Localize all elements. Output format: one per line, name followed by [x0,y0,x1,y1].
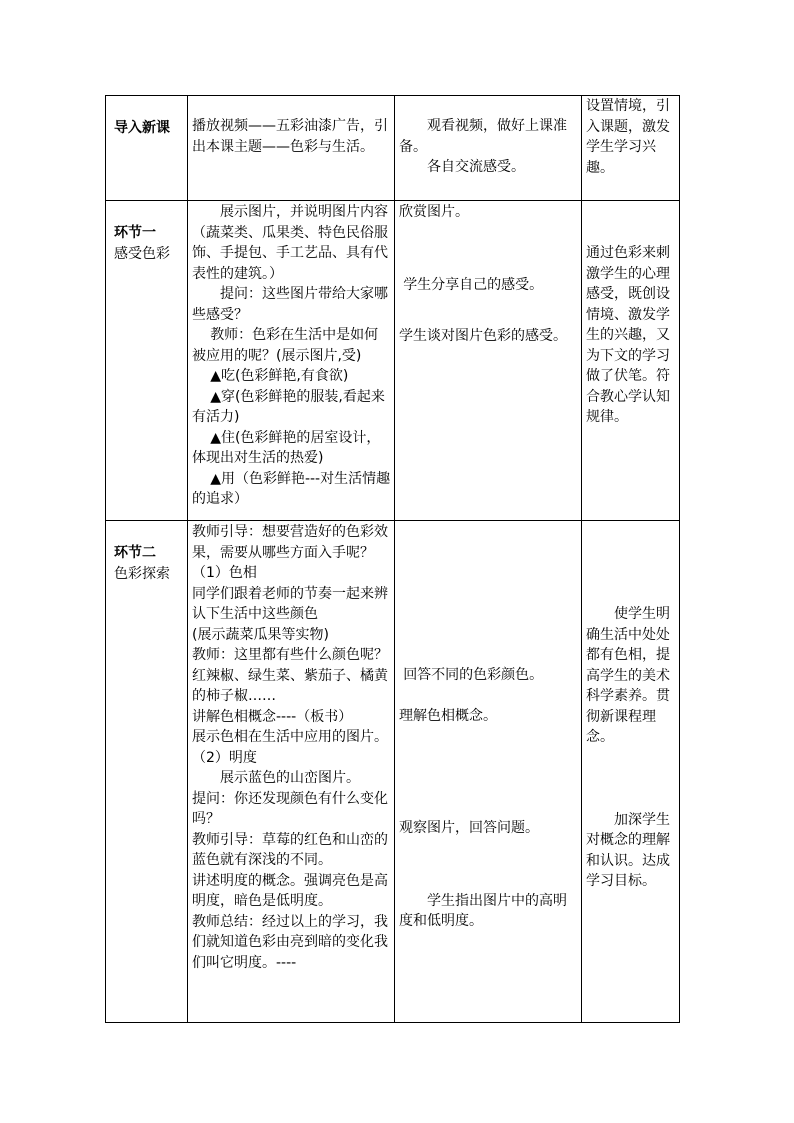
teacher-text: 播放视频——五彩油漆广告，引出本课主题——色彩与生活。 [192,118,388,155]
student-text: 观看视频，做好上课准备。 [399,118,567,155]
intent-text: 使学生明确生活中处处都有色相，提高学生的美术科学素养。贯彻新课程理念。 [586,606,670,745]
lesson-plan-table [105,95,680,1023]
intent-text: 加深学生对概念的理解和认识。达成学习目标。 [586,811,670,889]
stage-title: 环节二 [114,545,156,561]
stage-title: 导入新课 [114,120,170,136]
teacher-text: 讲述明度的概念。强调亮色是高明度，暗色是低明度。 [192,872,388,909]
student-text: 学生谈对图片色彩的感受。 [399,328,567,344]
teacher-text: ▲用（色彩鲜艳---对生活情趣的追求） [192,470,391,507]
table-row [106,96,680,201]
teacher-text: ▲吃(色彩鲜艳,有食欲) [210,368,349,384]
student-text: 回答不同的色彩颜色。 [403,667,544,683]
teacher-text: ▲住(色彩鲜艳的居室设计，体现出对生活的热爱) [192,429,381,466]
teacher-text: 讲解色相概念----（板书） [192,708,353,725]
stage-subtitle: 感受色彩 [114,245,170,262]
teacher-text: 教师总结：经过以上的学习，我们就知道色彩由亮到暗的变化我们叫它明度。---- [192,913,388,971]
student-activity-cell [395,521,582,1023]
teacher-text: 展示图片，并说明图片内容（蔬菜类、瓜果类、特色民俗服饰、手提包、手工艺品、具有代表性的建筑。） [192,204,388,282]
teacher-text: 展示蓝色的山峦图片。 [220,770,360,786]
teacher-activity-cell [188,201,395,521]
student-activity-cell [395,96,582,201]
intent-text: 通过色彩来刺激学生的心理感受，既创设情境、激发学生的兴趣，又为下文的学习做了伏笔。符合教心学认知规律。 [586,245,670,425]
teacher-text: 教师引导：草莓的红色和山峦的蓝色就有深浅的不同。 [192,831,388,868]
intent-text: 设置情境，引入课题，激发学生学习兴趣。 [586,98,670,176]
table-row [106,201,680,521]
design-intent-cell [582,521,680,1023]
student-text: 欣赏图片。 [399,204,469,220]
teacher-activity-cell [188,521,395,1023]
teacher-text: （1）色相 [192,565,257,581]
stage-cell [106,521,188,1023]
stage-cell [106,96,188,201]
teacher-text: (展示蔬菜瓜果等实物) [192,626,329,643]
student-text: 学生指出图片中的高明度和低明度。 [399,892,567,929]
teacher-text: （2）明度 [192,749,257,766]
teacher-text: 同学们跟着老师的节奏一起来辨认下生活中这些颜色 [192,585,388,622]
teacher-text: 提问：这些图片带给大家哪些感受？ [192,286,388,323]
teacher-text: 提问：你还发现颜色有什么变化吗？ [192,790,388,827]
teacher-activity-cell [188,96,395,201]
student-text: 观察图片，回答问题。 [399,820,539,836]
design-intent-cell [582,201,680,521]
teacher-text: 教师：这里都有些什么颜色呢？红辣椒、绿生菜、紫茄子、橘黄的柿子椒…… [192,647,388,704]
table-row [106,521,680,1023]
teacher-text: 展示色相在生活中应用的图片。 [192,729,388,745]
stage-cell [106,201,188,521]
student-text: 各自交流感受。 [427,159,525,175]
teacher-text: ▲穿(色彩鲜艳的服装,看起来有活力) [192,388,385,425]
student-activity-cell [395,201,582,521]
stage-title: 环节一 [114,225,156,241]
student-text: 理解色相概念。 [399,707,497,724]
teacher-text: 教师引导：想要营造好的色彩效果，需要从哪些方面入手呢？ [192,524,388,561]
stage-subtitle: 色彩探索 [114,565,170,582]
teacher-text: 教师：色彩在生活中是如何被应用的呢？(展示图片,受) [192,327,379,364]
student-text: 学生分享自己的感受。 [403,276,544,293]
design-intent-cell [582,96,680,201]
